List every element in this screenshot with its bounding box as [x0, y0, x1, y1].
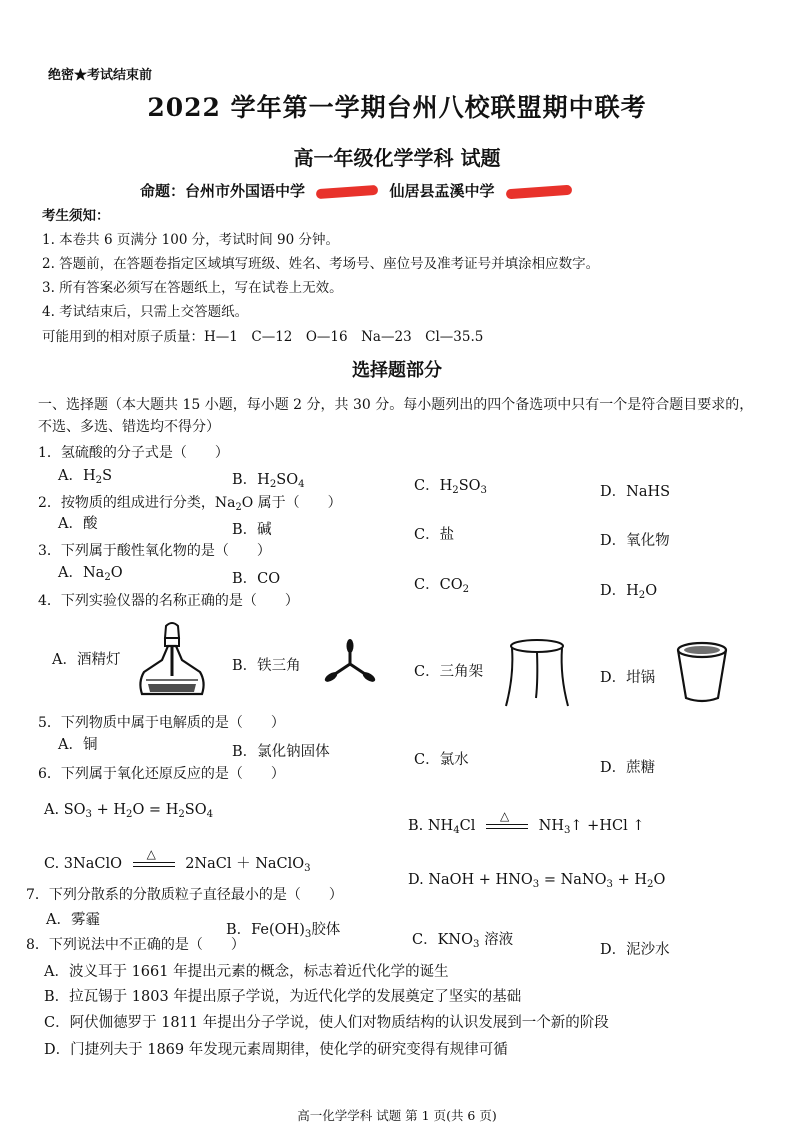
q1-option-d: D．NaHS: [600, 484, 671, 500]
notice-item: 3. 所有答案必须写在答题纸上，写在试卷上无效。: [42, 280, 343, 296]
q2-option-a: A．酸: [58, 516, 98, 532]
q8-option-a: A．波义耳于 1661 年提出元素的概念，标志着近代化学的诞生: [44, 964, 449, 980]
page-footer: 高一化学学科 试题 第 1 页(共 6 页): [297, 1108, 497, 1123]
tripod-stand-icon: [500, 636, 574, 710]
q7-option-b: B．$Fe(OH)_3$胶体: [226, 922, 341, 940]
q3-option-b: B．CO: [232, 571, 281, 587]
q8-option-c: C．阿伏伽德罗于 1811 年提出分子学说，使人们对物质结构的认识发展到一个新的阶段: [44, 1015, 609, 1031]
question-1-stem: 1．氢硫酸的分子式是（ ）: [38, 445, 229, 461]
q5-option-d: D．蔗糖: [600, 760, 656, 776]
q5-option-c: C．氯水: [414, 752, 469, 768]
q4-option-c: C．三角架: [414, 664, 484, 680]
question-3-stem: 3．下列属于酸性氧化物的是（ ）: [38, 543, 271, 559]
atomic-masses: 可能用到的相对原子质量：H—1 C—12 O—16 Na—23 Cl—35.5: [42, 329, 484, 345]
q6-option-c: C. 3NaClO △ 2NaCl ＋ NaClO$_3$: [44, 847, 311, 874]
q6-option-b: B. $NH_4Cl$ △ $NH_3↑ +HCl$ ↑: [408, 809, 645, 836]
q1-option-b: B．$H_2SO_4$: [232, 472, 305, 490]
section-intro: 一、选择题（本大题共 15 小题，每小题 2 分，共 30 分。每小题列出的四个备选项中只有一个是符合题目要求的，不选、多选、错选均不得分）: [38, 397, 754, 435]
q3-option-a: A．$Na_2O$: [58, 565, 123, 583]
authors-school-2: 仙居县盂溪中学: [389, 182, 495, 200]
exam-title: 2022 学年第一学期台州八校联盟期中联考: [147, 93, 647, 122]
question-7-stem: 7．下列分散系的分散质粒子直径最小的是（ ）: [26, 887, 343, 903]
question-2-stem: 2．按物质的组成进行分类，$Na_2O$ 属于（ ）: [38, 495, 342, 513]
question-8-stem: 8．下列说法中不正确的是（ ）: [26, 937, 245, 953]
authors-line: [140, 180, 578, 201]
q3-option-c: C．$CO_2$: [414, 577, 470, 595]
q4-option-b: B．铁三角: [232, 658, 301, 674]
q1-option-c: C．$H_2SO_3$: [414, 478, 487, 496]
q1-option-a: A．$H_2S$: [58, 468, 113, 486]
q7-option-a: A．雾霾: [46, 912, 100, 928]
q6-option-d: D. NaOH + $HNO_3$ = NaNO$_3$ + $H_2O$: [408, 872, 666, 890]
redaction-mark: [316, 185, 379, 199]
q2-option-c: C．盐: [414, 527, 455, 543]
q3-option-d: D．$H_2O$: [600, 583, 658, 601]
q8-option-b: B．拉瓦锡于 1803 年提出原子学说，为近代化学的发展奠定了坚实的基础: [44, 989, 522, 1005]
crucible-icon: [674, 640, 730, 704]
question-5-stem: 5．下列物质中属于电解质的是（ ）: [38, 715, 285, 731]
q2-option-d: D．氧化物: [600, 533, 670, 549]
exam-subtitle: 高一年级化学学科 试题: [293, 146, 501, 170]
redaction-mark: [505, 185, 572, 200]
question-6-stem: 6．下列属于氧化还原反应的是（ ）: [38, 766, 285, 782]
q4-option-a: A．酒精灯: [52, 652, 121, 668]
q5-option-a: A．铜: [58, 737, 98, 753]
q6-option-a: A. $SO_3 + H_2O = H_2SO_4$: [44, 802, 214, 820]
q7-option-d: D．泥沙水: [600, 942, 670, 958]
authors-school-1: 命题：台州市外国语中学: [140, 182, 306, 200]
section-title: 选择题部分: [352, 360, 442, 381]
question-4-stem: 4．下列实验仪器的名称正确的是（ ）: [38, 593, 299, 609]
heat-arrow: △: [486, 819, 528, 833]
q8-option-d: D．门捷列夫于 1869 年发现元素周期律，使化学的研究变得有规律可循: [44, 1042, 508, 1058]
alcohol-lamp-icon: [132, 620, 212, 700]
q5-option-b: B．氯化钠固体: [232, 744, 330, 760]
confidential-label: 绝密★考试结束前: [48, 68, 153, 83]
q4-option-d: D．坩锅: [600, 670, 656, 686]
notice-heading: 考生须知：: [42, 208, 110, 224]
pipe-clay-triangle-icon: [318, 636, 382, 692]
q2-option-b: B．碱: [232, 522, 272, 538]
q7-option-c: C．$KNO_3$ 溶液: [412, 932, 514, 950]
notice-item: 1. 本卷共 6 页满分 100 分，考试时间 90 分钟。: [42, 232, 339, 248]
notice-item: 4. 考试结束后，只需上交答题纸。: [42, 304, 249, 320]
notice-item: 2. 答题前，在答题卷指定区域填写班级、姓名、考场号、座位号及准考证号并填涂相应数字。: [42, 256, 600, 272]
heat-arrow: △: [133, 857, 175, 871]
